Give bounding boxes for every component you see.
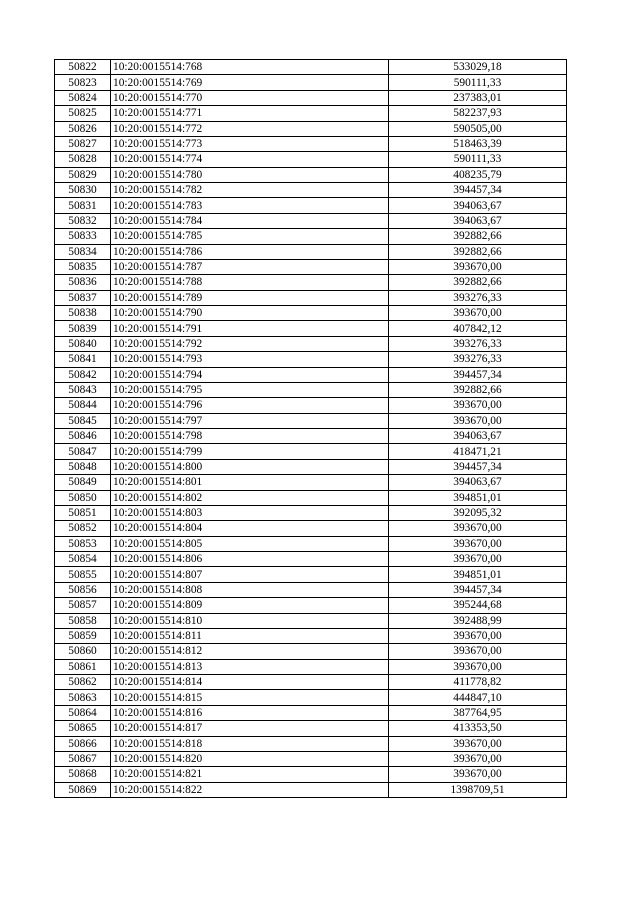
- row-number-cell: 50833: [55, 229, 111, 244]
- table-row: [55, 736, 567, 751]
- table-row: [55, 767, 567, 782]
- table-row: [55, 521, 567, 536]
- amount-cell: 393670,00: [389, 736, 567, 751]
- row-number-cell: 50857: [55, 598, 111, 613]
- table-row: [55, 751, 567, 766]
- amount-cell: 387764,95: [389, 705, 567, 720]
- cadastral-number-cell: 10:20:0015514:789: [111, 290, 389, 305]
- cadastral-number-cell: 10:20:0015514:797: [111, 413, 389, 428]
- row-number-cell: 50864: [55, 705, 111, 720]
- amount-cell: 394457,34: [389, 459, 567, 474]
- row-number-cell: 50860: [55, 644, 111, 659]
- table-row: [55, 398, 567, 413]
- row-number-cell: 50836: [55, 275, 111, 290]
- row-number-cell: 50866: [55, 736, 111, 751]
- table-row: [55, 352, 567, 367]
- amount-cell: 394063,67: [389, 198, 567, 213]
- row-number-cell: 50822: [55, 60, 111, 75]
- row-number-cell: 50856: [55, 582, 111, 597]
- amount-cell: 393670,00: [389, 751, 567, 766]
- cadastral-number-cell: 10:20:0015514:821: [111, 767, 389, 782]
- cadastral-number-cell: 10:20:0015514:806: [111, 552, 389, 567]
- amount-cell: 393670,00: [389, 259, 567, 274]
- cadastral-number-cell: 10:20:0015514:812: [111, 644, 389, 659]
- cadastral-number-cell: 10:20:0015514:774: [111, 152, 389, 167]
- cadastral-number-cell: 10:20:0015514:801: [111, 475, 389, 490]
- cadastral-number-cell: 10:20:0015514:771: [111, 106, 389, 121]
- row-number-cell: 50859: [55, 628, 111, 643]
- amount-cell: 393670,00: [389, 536, 567, 551]
- row-number-cell: 50824: [55, 90, 111, 105]
- cadastral-number-cell: 10:20:0015514:809: [111, 598, 389, 613]
- table-row: [55, 213, 567, 228]
- table-row: [55, 413, 567, 428]
- amount-cell: 392488,99: [389, 613, 567, 628]
- cadastral-number-cell: 10:20:0015514:785: [111, 229, 389, 244]
- amount-cell: 590505,00: [389, 121, 567, 136]
- amount-cell: 393276,33: [389, 352, 567, 367]
- amount-cell: 411778,82: [389, 675, 567, 690]
- row-number-cell: 50854: [55, 552, 111, 567]
- amount-cell: 393276,33: [389, 290, 567, 305]
- table-row: [55, 336, 567, 351]
- table-row: [55, 198, 567, 213]
- row-number-cell: 50848: [55, 459, 111, 474]
- table-row: [55, 644, 567, 659]
- amount-cell: 418471,21: [389, 444, 567, 459]
- cadastral-number-cell: 10:20:0015514:783: [111, 198, 389, 213]
- amount-cell: 582237,93: [389, 106, 567, 121]
- row-number-cell: 50828: [55, 152, 111, 167]
- row-number-cell: 50834: [55, 244, 111, 259]
- table-row: [55, 106, 567, 121]
- amount-cell: 408235,79: [389, 167, 567, 182]
- row-number-cell: 50869: [55, 782, 111, 797]
- cadastral-number-cell: 10:20:0015514:790: [111, 306, 389, 321]
- table-row: [55, 552, 567, 567]
- row-number-cell: 50823: [55, 75, 111, 90]
- row-number-cell: 50849: [55, 475, 111, 490]
- row-number-cell: 50850: [55, 490, 111, 505]
- row-number-cell: 50851: [55, 505, 111, 520]
- cadastral-number-cell: 10:20:0015514:770: [111, 90, 389, 105]
- amount-cell: 394851,01: [389, 490, 567, 505]
- amount-cell: 394063,67: [389, 429, 567, 444]
- amount-cell: 1398709,51: [389, 782, 567, 797]
- table-row: [55, 259, 567, 274]
- table-row: [55, 567, 567, 582]
- table-row: [55, 183, 567, 198]
- table-row: [55, 136, 567, 151]
- row-number-cell: 50847: [55, 444, 111, 459]
- table-row: [55, 782, 567, 797]
- cadastral-number-cell: 10:20:0015514:768: [111, 60, 389, 75]
- cadastral-number-cell: 10:20:0015514:773: [111, 136, 389, 151]
- table-row: [55, 152, 567, 167]
- cadastral-number-cell: 10:20:0015514:769: [111, 75, 389, 90]
- row-number-cell: 50861: [55, 659, 111, 674]
- amount-cell: 237383,01: [389, 90, 567, 105]
- row-number-cell: 50846: [55, 429, 111, 444]
- table-row: [55, 306, 567, 321]
- table-row: [55, 598, 567, 613]
- row-number-cell: 50831: [55, 198, 111, 213]
- amount-cell: 392882,66: [389, 229, 567, 244]
- cadastral-number-cell: 10:20:0015514:787: [111, 259, 389, 274]
- table-row: [55, 505, 567, 520]
- cadastral-number-cell: 10:20:0015514:780: [111, 167, 389, 182]
- cadastral-number-cell: 10:20:0015514:788: [111, 275, 389, 290]
- table-row: [55, 444, 567, 459]
- cadastral-number-cell: 10:20:0015514:784: [111, 213, 389, 228]
- table-row: [55, 367, 567, 382]
- amount-cell: 395244,68: [389, 598, 567, 613]
- row-number-cell: 50838: [55, 306, 111, 321]
- row-number-cell: 50830: [55, 183, 111, 198]
- cadastral-number-cell: 10:20:0015514:798: [111, 429, 389, 444]
- table-row: [55, 75, 567, 90]
- table-row: [55, 721, 567, 736]
- amount-cell: 590111,33: [389, 152, 567, 167]
- amount-cell: 444847,10: [389, 690, 567, 705]
- table-row: [55, 690, 567, 705]
- row-number-cell: 50867: [55, 751, 111, 766]
- table-row: [55, 382, 567, 397]
- amount-cell: 393670,00: [389, 398, 567, 413]
- cadastral-number-cell: 10:20:0015514:793: [111, 352, 389, 367]
- amount-cell: 393670,00: [389, 413, 567, 428]
- row-number-cell: 50832: [55, 213, 111, 228]
- row-number-cell: 50839: [55, 321, 111, 336]
- table-row: [55, 167, 567, 182]
- row-number-cell: 50841: [55, 352, 111, 367]
- amount-cell: 392095,32: [389, 505, 567, 520]
- cadastral-number-cell: 10:20:0015514:800: [111, 459, 389, 474]
- amount-cell: 518463,39: [389, 136, 567, 151]
- amount-cell: 392882,66: [389, 275, 567, 290]
- row-number-cell: 50853: [55, 536, 111, 551]
- amount-cell: 394063,67: [389, 213, 567, 228]
- amount-cell: 392882,66: [389, 382, 567, 397]
- cadastral-number-cell: 10:20:0015514:810: [111, 613, 389, 628]
- table-body: [55, 60, 567, 798]
- table-row: [55, 582, 567, 597]
- cadastral-number-cell: 10:20:0015514:799: [111, 444, 389, 459]
- cadastral-number-cell: 10:20:0015514:822: [111, 782, 389, 797]
- cadastral-number-cell: 10:20:0015514:805: [111, 536, 389, 551]
- table-row: [55, 613, 567, 628]
- row-number-cell: 50842: [55, 367, 111, 382]
- cadastral-number-cell: 10:20:0015514:811: [111, 628, 389, 643]
- amount-cell: 393670,00: [389, 628, 567, 643]
- cadastral-number-cell: 10:20:0015514:791: [111, 321, 389, 336]
- data-table: [54, 59, 567, 798]
- table-row: [55, 121, 567, 136]
- row-number-cell: 50845: [55, 413, 111, 428]
- amount-cell: 407842,12: [389, 321, 567, 336]
- table-row: [55, 490, 567, 505]
- amount-cell: 393670,00: [389, 306, 567, 321]
- row-number-cell: 50837: [55, 290, 111, 305]
- row-number-cell: 50826: [55, 121, 111, 136]
- row-number-cell: 50852: [55, 521, 111, 536]
- row-number-cell: 50843: [55, 382, 111, 397]
- amount-cell: 394851,01: [389, 567, 567, 582]
- cadastral-number-cell: 10:20:0015514:803: [111, 505, 389, 520]
- row-number-cell: 50835: [55, 259, 111, 274]
- table-row: [55, 321, 567, 336]
- cadastral-number-cell: 10:20:0015514:792: [111, 336, 389, 351]
- table-row: [55, 536, 567, 551]
- cadastral-number-cell: 10:20:0015514:813: [111, 659, 389, 674]
- cadastral-number-cell: 10:20:0015514:818: [111, 736, 389, 751]
- table-row: [55, 675, 567, 690]
- amount-cell: 394457,34: [389, 367, 567, 382]
- amount-cell: 413353,50: [389, 721, 567, 736]
- amount-cell: 533029,18: [389, 60, 567, 75]
- cadastral-number-cell: 10:20:0015514:804: [111, 521, 389, 536]
- table-row: [55, 244, 567, 259]
- table-row: [55, 628, 567, 643]
- cadastral-number-cell: 10:20:0015514:817: [111, 721, 389, 736]
- row-number-cell: 50863: [55, 690, 111, 705]
- table-row: [55, 290, 567, 305]
- amount-cell: 393670,00: [389, 767, 567, 782]
- cadastral-number-cell: 10:20:0015514:802: [111, 490, 389, 505]
- cadastral-number-cell: 10:20:0015514:782: [111, 183, 389, 198]
- row-number-cell: 50868: [55, 767, 111, 782]
- amount-cell: 393670,00: [389, 552, 567, 567]
- table-row: [55, 475, 567, 490]
- table-row: [55, 459, 567, 474]
- amount-cell: 590111,33: [389, 75, 567, 90]
- amount-cell: 394457,34: [389, 582, 567, 597]
- cadastral-number-cell: 10:20:0015514:796: [111, 398, 389, 413]
- table-row: [55, 275, 567, 290]
- row-number-cell: 50844: [55, 398, 111, 413]
- amount-cell: 392882,66: [389, 244, 567, 259]
- row-number-cell: 50825: [55, 106, 111, 121]
- amount-cell: 393276,33: [389, 336, 567, 351]
- row-number-cell: 50855: [55, 567, 111, 582]
- amount-cell: 393670,00: [389, 521, 567, 536]
- cadastral-number-cell: 10:20:0015514:808: [111, 582, 389, 597]
- cadastral-number-cell: 10:20:0015514:815: [111, 690, 389, 705]
- table-row: [55, 659, 567, 674]
- table-row: [55, 229, 567, 244]
- cadastral-number-cell: 10:20:0015514:820: [111, 751, 389, 766]
- amount-cell: 393670,00: [389, 659, 567, 674]
- cadastral-number-cell: 10:20:0015514:795: [111, 382, 389, 397]
- cadastral-number-cell: 10:20:0015514:786: [111, 244, 389, 259]
- cadastral-number-cell: 10:20:0015514:816: [111, 705, 389, 720]
- row-number-cell: 50829: [55, 167, 111, 182]
- cadastral-number-cell: 10:20:0015514:772: [111, 121, 389, 136]
- amount-cell: 394457,34: [389, 183, 567, 198]
- row-number-cell: 50862: [55, 675, 111, 690]
- table-row: [55, 60, 567, 75]
- cadastral-number-cell: 10:20:0015514:807: [111, 567, 389, 582]
- table-row: [55, 90, 567, 105]
- amount-cell: 393670,00: [389, 644, 567, 659]
- row-number-cell: 50827: [55, 136, 111, 151]
- cadastral-number-cell: 10:20:0015514:794: [111, 367, 389, 382]
- cadastral-number-cell: 10:20:0015514:814: [111, 675, 389, 690]
- table-row: [55, 705, 567, 720]
- table-row: [55, 429, 567, 444]
- row-number-cell: 50840: [55, 336, 111, 351]
- row-number-cell: 50858: [55, 613, 111, 628]
- row-number-cell: 50865: [55, 721, 111, 736]
- amount-cell: 394063,67: [389, 475, 567, 490]
